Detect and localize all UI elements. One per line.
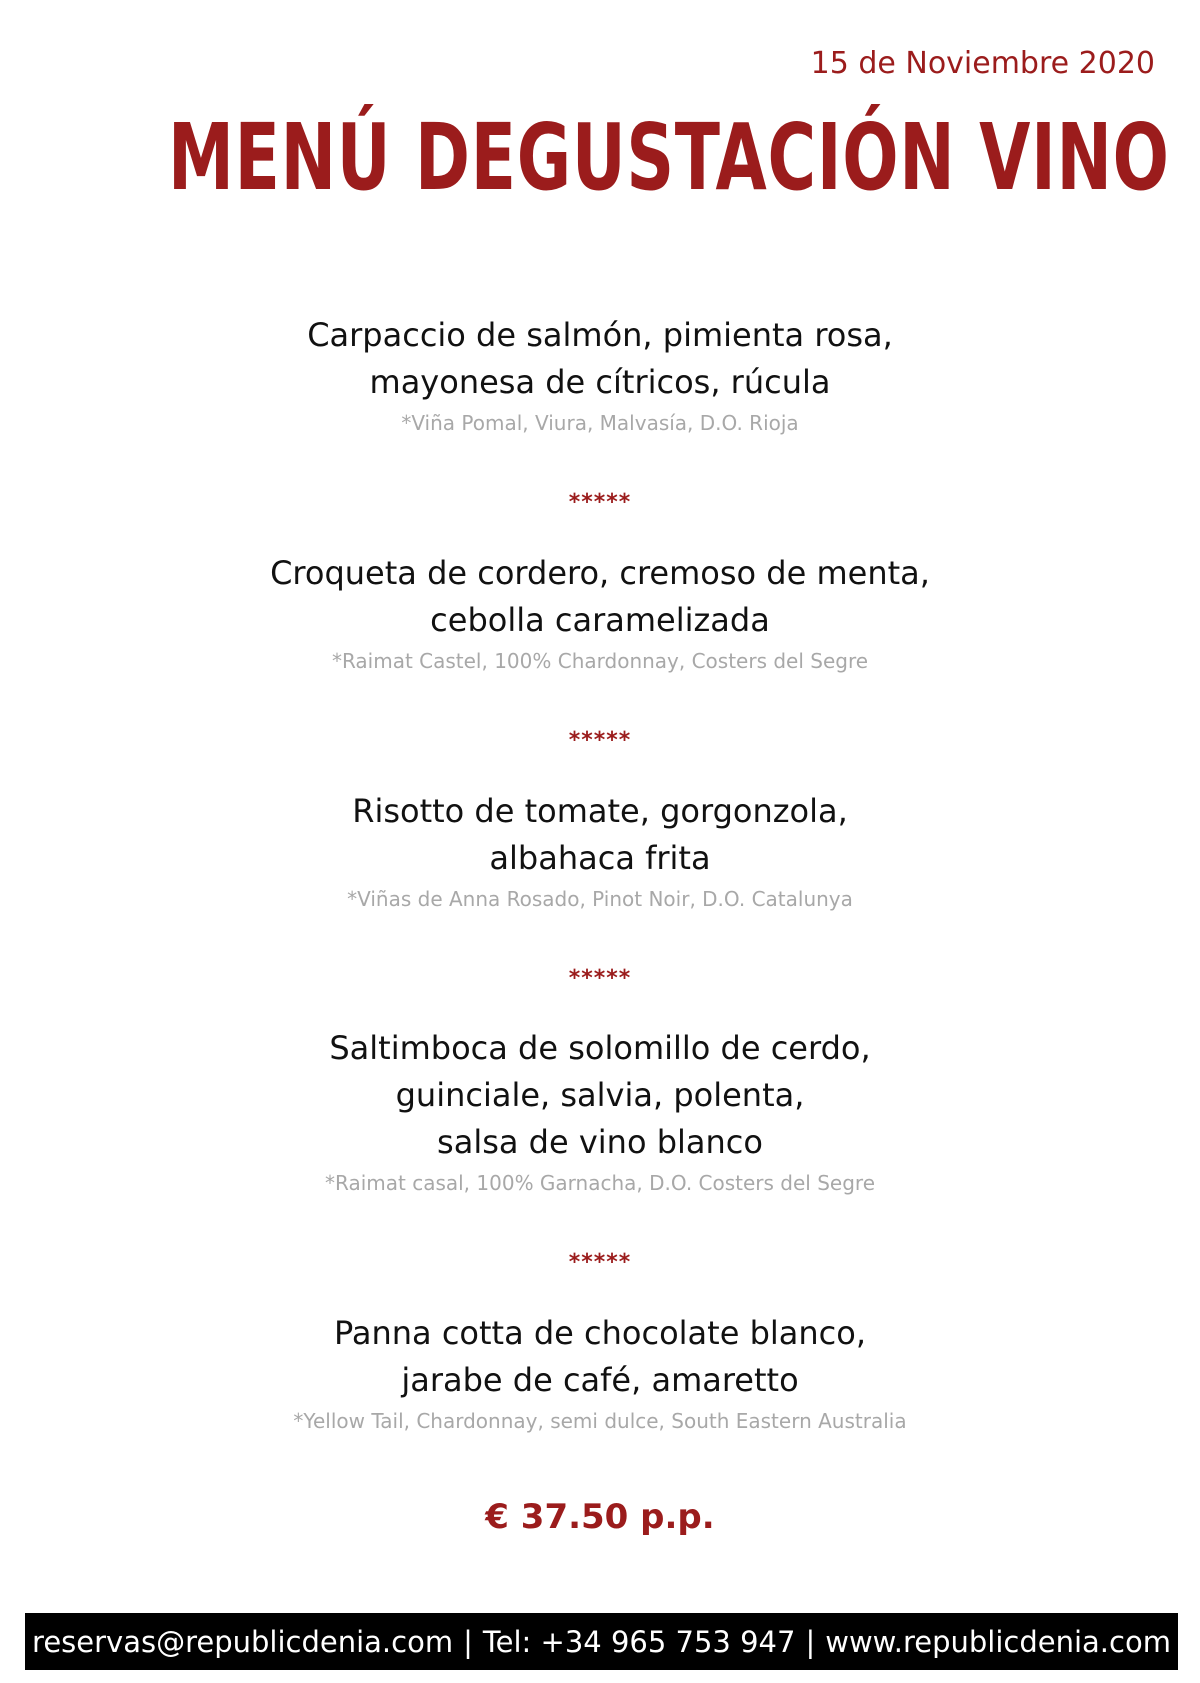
dish-line: Croqueta de cordero, cremoso de menta, <box>270 554 930 592</box>
course-4 <box>0 1025 1200 1198</box>
course-5 <box>0 1310 1200 1436</box>
footer-divider: | <box>805 1624 816 1659</box>
wine-pairing: *Viña Pomal, Viura, Malvasía, D.O. Rioja <box>401 411 799 435</box>
course-separator: ***** <box>568 966 632 991</box>
dish-line: Risotto de tomate, gorgonzola, <box>352 792 848 830</box>
course-separator: ***** <box>568 490 632 515</box>
course-separator: ***** <box>568 1250 632 1275</box>
dish-line: Panna cotta de chocolate blanco, <box>334 1314 866 1352</box>
website-link[interactable]: www.republicdenia.com <box>825 1624 1171 1659</box>
menu-date: 15 de Noviembre 2020 <box>810 46 1155 81</box>
wine-pairing: *Yellow Tail, Chardonnay, semi dulce, South Eastern Australia <box>293 1409 907 1433</box>
contact-footer <box>25 1613 1178 1670</box>
wine-pairing: *Viñas de Anna Rosado, Pinot Noir, D.O. Catalunya <box>347 887 853 911</box>
phone-number[interactable]: Tel: +34 965 753 947 <box>482 1624 796 1659</box>
course-3 <box>0 788 1200 914</box>
dish-line: Carpaccio de salmón, pimienta rosa, <box>307 316 893 354</box>
dish-line: mayonesa de cítricos, rúcula <box>369 363 831 401</box>
dish-line: albahaca frita <box>489 839 711 877</box>
dish-line: jarabe de café, amaretto <box>401 1361 799 1399</box>
dish-line: Saltimboca de solomillo de cerdo, <box>329 1029 871 1067</box>
footer-divider: | <box>463 1624 473 1659</box>
course-1 <box>0 312 1200 438</box>
dish-line: salsa de vino blanco <box>437 1123 763 1161</box>
menu-title: MENÚ DEGUSTACIÓN VINO <box>167 104 1170 211</box>
course-2 <box>0 550 1200 676</box>
course-separator: ***** <box>568 728 632 753</box>
email-link[interactable]: reservas@republicdenia.com <box>32 1624 454 1659</box>
wine-pairing: *Raimat Castel, 100% Chardonnay, Costers del Segre <box>331 649 869 673</box>
wine-pairing: *Raimat casal, 100% Garnacha, D.O. Costers del Segre <box>324 1171 875 1195</box>
dish-line: guinciale, salvia, polenta, <box>395 1076 805 1114</box>
dish-line: cebolla caramelizada <box>430 601 770 639</box>
menu-price: € 37.50 p.p. <box>485 1497 715 1537</box>
